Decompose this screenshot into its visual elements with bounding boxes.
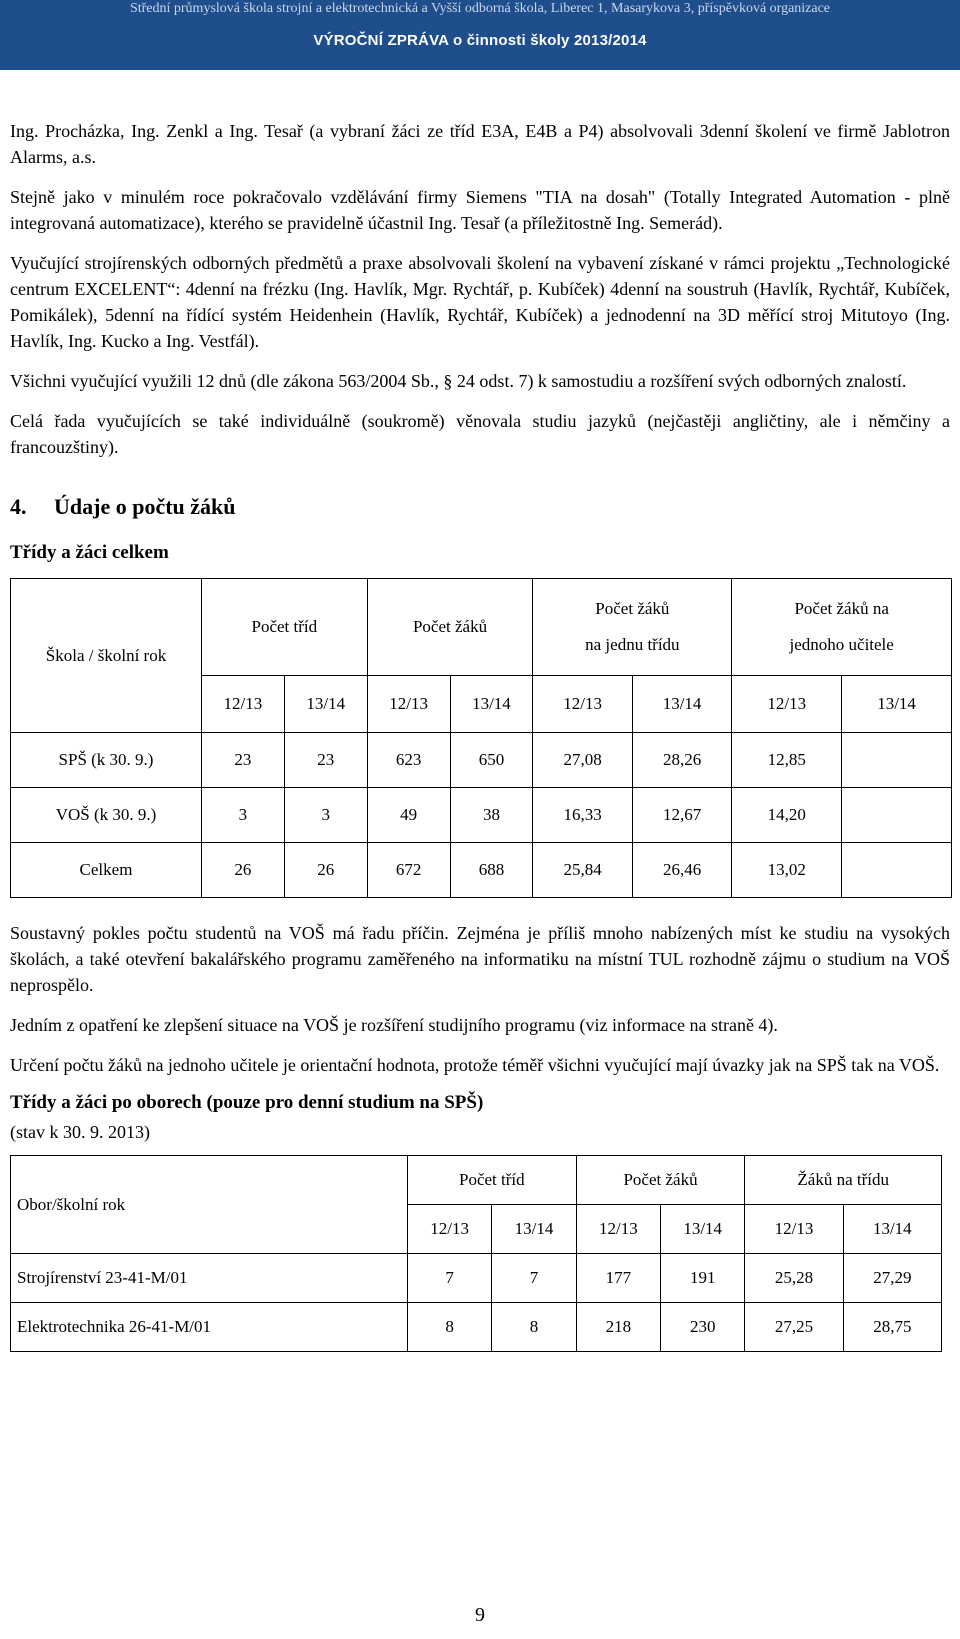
row-label: Celkem <box>11 843 202 898</box>
data-cell: 12,85 <box>732 733 842 788</box>
data-cell: 650 <box>450 733 533 788</box>
year-cell: 13/14 <box>450 676 533 733</box>
data-cell: 23 <box>284 733 367 788</box>
year-cell: 12/13 <box>732 676 842 733</box>
year-cell: 12/13 <box>202 676 285 733</box>
col-students: Počet žáků <box>367 579 533 676</box>
col-per-teacher-line1: Počet žáků na <box>794 599 889 618</box>
data-cell: 49 <box>367 788 450 843</box>
data-cell: 27,25 <box>745 1303 843 1352</box>
year-cell: 12/13 <box>576 1205 660 1254</box>
data-cell <box>842 843 952 898</box>
col-per-teacher <box>732 579 952 676</box>
school-name: Střední průmyslová škola strojní a elektrotechnická a Vyšší odborná škola, Liberec 1, Masarykova 3, příspěvková organizace <box>129 1 831 16</box>
paragraph: Celá řada vyučujících se také individuálně (soukromě) věnovala studiu jazyků (nejčastěji angličtiny, ale i němčiny a francouzštiny). <box>10 411 950 457</box>
table1-title: Třídy a žáci celkem <box>10 542 169 563</box>
year-cell: 12/13 <box>408 1205 492 1254</box>
paragraph: Všichni vyučující využili 12 dnů (dle zákona 563/2004 Sb., § 24 odst. 7) k samostudiu a rozšíření svých odborných znalostí. <box>10 371 907 391</box>
col-students: Počet žáků <box>576 1156 745 1205</box>
data-cell <box>842 788 952 843</box>
table-header-row <box>11 579 952 676</box>
year-cell: 13/14 <box>492 1205 576 1254</box>
table-row <box>11 733 952 788</box>
data-cell: 16,33 <box>533 788 632 843</box>
data-cell: 672 <box>367 843 450 898</box>
page-content <box>10 118 950 1352</box>
row-label: SPŠ (k 30. 9.) <box>11 733 202 788</box>
data-cell: 191 <box>661 1254 745 1303</box>
table-header-row <box>11 1156 942 1205</box>
data-cell: 27,08 <box>533 733 632 788</box>
data-cell: 28,26 <box>632 733 732 788</box>
table2-subtitle: (stav k 30. 9. 2013) <box>10 1122 150 1142</box>
paragraph: Vyučující strojírenských odborných předmětů a praxe absolvovali školení na vybavení získané v rámci projektu „Technologické centrum EXCELENT“: 4denní na frézku (Ing. Havlík, Mgr. Rychtář, p. Kubíček) 4denní na soustruh (Havlík, Rychtář, Kubíček, Pomikálek), 5denní na řídící systém Heidenhein (Havlík, Rychtář, Kubíček) a jednodenní na 3D měřící stroj Mitutoyo (Ing. Havlík, Ing. Kucko a Ing. Vestfál). <box>10 253 950 351</box>
data-cell: 230 <box>661 1303 745 1352</box>
row-label: Strojírenství 23-41-M/01 <box>11 1254 408 1303</box>
table-row <box>11 843 952 898</box>
paragraph: Stejně jako v minulém roce pokračovalo vzdělávání firmy Siemens "TIA na dosah" (Totally Integrated Automation - plně integrovaná automatizace), kterého se pravidelně účastnil Ing. Tesař (a příležitostně Ing. Semerád). <box>10 187 950 233</box>
data-cell: 14,20 <box>732 788 842 843</box>
year-cell: 12/13 <box>745 1205 843 1254</box>
col-classes: Počet tříd <box>408 1156 577 1205</box>
students-total-table <box>10 578 952 898</box>
row-label: VOŠ (k 30. 9.) <box>11 788 202 843</box>
col-per-class-line1: Počet žáků <box>595 599 670 618</box>
paragraph: Jedním z opatření ke zlepšení situace na VOŠ je rozšíření studijního programu (viz informace na straně 4). <box>10 1015 778 1035</box>
table-row <box>11 1303 942 1352</box>
data-cell: 8 <box>408 1303 492 1352</box>
table2-title: Třídy a žáci po oborech (pouze pro denní studium na SPŠ) <box>10 1092 484 1113</box>
year-cell: 13/14 <box>284 676 367 733</box>
page-number: 9 <box>475 1604 485 1626</box>
data-cell: 8 <box>492 1303 576 1352</box>
paragraph: Ing. Procházka, Ing. Zenkl a Ing. Tesař (a vybraní žáci ze tříd E3A, E4B a P4) absolvovali 3denní školení ve firmě Jablotron Alarms, a.s. <box>10 121 950 167</box>
data-cell: 3 <box>202 788 285 843</box>
col-per-teacher-line2: jednoho učitele <box>789 635 894 654</box>
section-heading <box>10 494 950 520</box>
paragraph: Soustavný pokles počtu studentů na VOŠ má řadu příčin. Zejména je příliš mnoho nabízených míst ke studiu na vysokých školách, a také otevření bakalářského programu zaměřeného na informatiku na místní TUL rozhodně zájmu o studium na VOŠ neprospělo. <box>10 923 950 995</box>
data-cell: 25,84 <box>533 843 632 898</box>
data-cell: 23 <box>202 733 285 788</box>
col-per-class: Žáků na třídu <box>745 1156 942 1205</box>
year-cell: 13/14 <box>842 676 952 733</box>
col-per-class-line2: na jednu třídu <box>585 635 680 654</box>
data-cell: 7 <box>408 1254 492 1303</box>
data-cell <box>842 733 952 788</box>
data-cell: 3 <box>284 788 367 843</box>
data-cell: 623 <box>367 733 450 788</box>
col-field: Obor/školní rok <box>11 1156 408 1254</box>
data-cell: 28,75 <box>843 1303 941 1352</box>
students-by-field-table <box>10 1155 942 1352</box>
data-cell: 38 <box>450 788 533 843</box>
report-title: VÝROČNÍ ZPRÁVA o činnosti školy 2013/2014 <box>313 32 647 49</box>
data-cell: 26,46 <box>632 843 732 898</box>
data-cell: 177 <box>576 1254 660 1303</box>
data-cell: 13,02 <box>732 843 842 898</box>
data-cell: 218 <box>576 1303 660 1352</box>
col-per-class <box>533 579 732 676</box>
data-cell: 27,29 <box>843 1254 941 1303</box>
year-cell: 13/14 <box>661 1205 745 1254</box>
table-row <box>11 788 952 843</box>
data-cell: 26 <box>202 843 285 898</box>
section-number: 4. <box>10 494 27 519</box>
data-cell: 688 <box>450 843 533 898</box>
year-cell: 12/13 <box>367 676 450 733</box>
data-cell: 26 <box>284 843 367 898</box>
data-cell: 12,67 <box>632 788 732 843</box>
section-title: Údaje o počtu žáků <box>54 494 236 519</box>
paragraph: Určení počtu žáků na jednoho učitele je orientační hodnota, protože téměř všichni vyučující mají úvazky jak na SPŠ tak na VOŠ. <box>10 1055 940 1075</box>
data-cell: 7 <box>492 1254 576 1303</box>
row-label: Elektrotechnika 26-41-M/01 <box>11 1303 408 1352</box>
col-school: Škola / školní rok <box>11 579 202 733</box>
year-cell: 12/13 <box>533 676 632 733</box>
year-cell: 13/14 <box>632 676 732 733</box>
table-row <box>11 1254 942 1303</box>
data-cell: 25,28 <box>745 1254 843 1303</box>
year-cell: 13/14 <box>843 1205 941 1254</box>
page-header <box>0 0 960 70</box>
col-classes: Počet tříd <box>202 579 368 676</box>
